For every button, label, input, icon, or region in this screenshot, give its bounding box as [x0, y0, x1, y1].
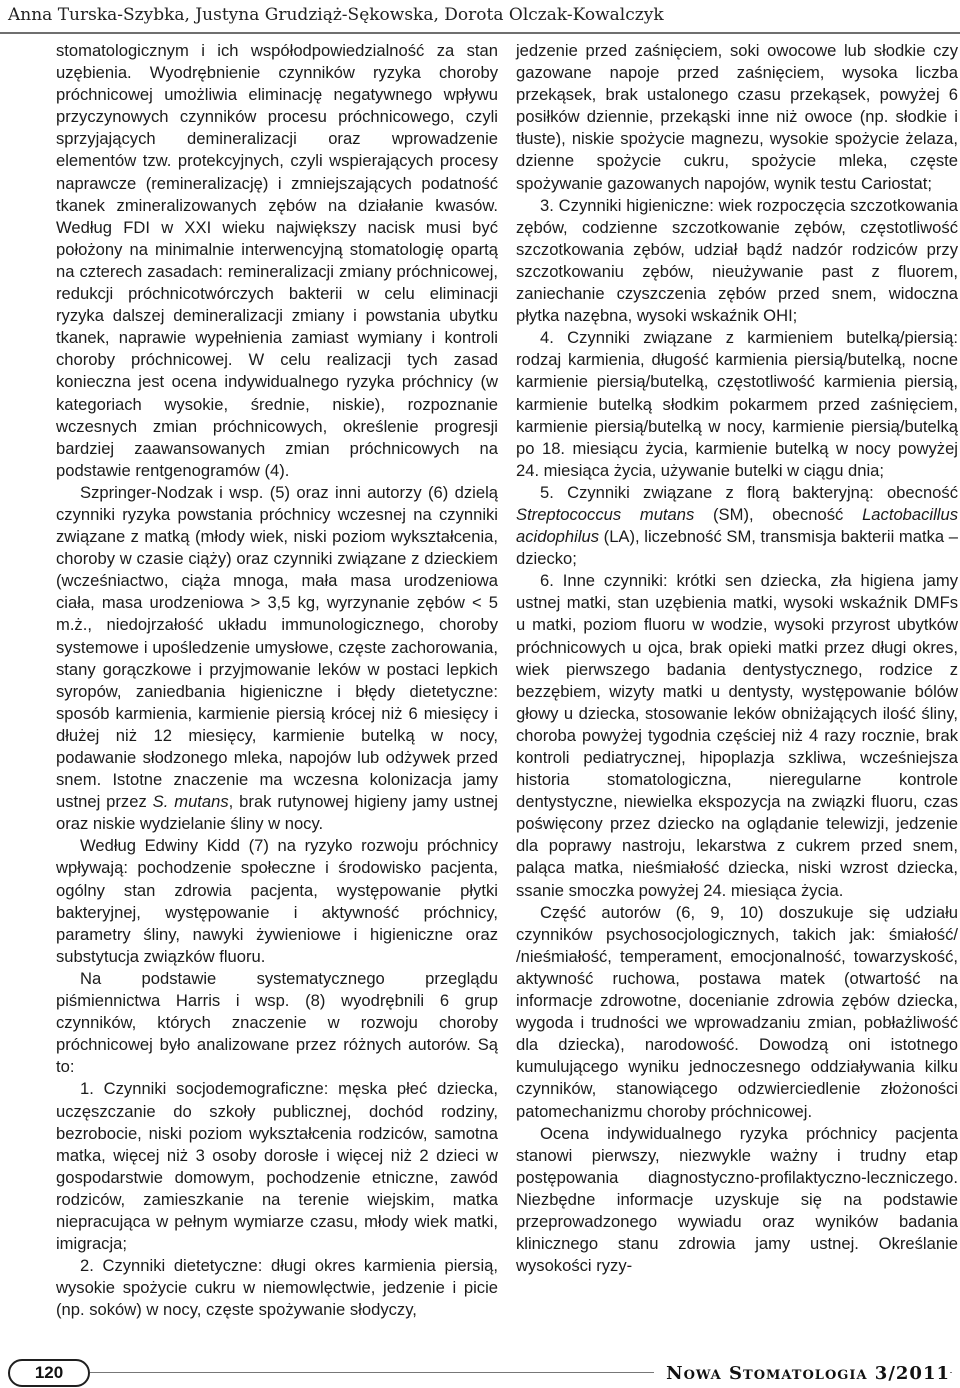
paragraph: 3. Czynniki higieniczne: wiek rozpoczęcia szczotkowania zębów, codzienne szczotkowanie zębów, częstotliwość szczotkowania zębów, udział bądź nadzór rodziców przy szczotkowaniu zębów, nieużywanie past z fluorem, zaniechanie czyszczenia zębów przed snem, widoczna płytka nazębna, wysoki wskaźnik OHI; [516, 195, 958, 326]
paragraph: Ocena indywidualnego ryzyka próchnicy pacjenta stanowi pierwszy, niezwykle ważny i trudny etap postępowania diagnostyczno-profilaktyczno-leczniczego. Niezbędne informacje uzyskuje się na podstawie przeprowadzonego wywiadu oraz wyników badania klinicznego stanu zdrowia jamy ustnej. Określanie wysokości ryzy- [516, 1123, 958, 1276]
right-text-column [516, 40, 958, 1277]
journal-title: Nowa Stomatologia 3/2011 [654, 1362, 950, 1386]
paragraph: Część autorów (6, 9, 10) doszukuje się udziału czynników psychosocjologicznych, takich jak: śmiałość/ /nieśmiałość, temperament, emocjonalność, towarzyskość, aktywność ruchowa, postawa matek (otwartość na informacje zdrowotne, docenianie zdrowia zębów dziecka, wygoda i trudności we wprowadzaniu zmian, pobłażliwość dla dziecka), narodowość. Dowodzą oni istotnego kumulującego wyniku jednoczesnego oddziaływania kilku czynników, stanowiącego odzwierciedlenie złożoności patomechanizmu choroby próchnicowej. [516, 902, 958, 1121]
paragraph: stomatologicznym i ich współodpowiedzialność za stan uzębienia. Wyodrębnienie czynników ryzyka choroby próchnicowej umożliwia eliminację negatywnego wpływu przyczynowych czynników procesu próchnicowego, czyli sprzyjających demineralizacji oraz wprowadzenie elementów tzw. protekcyjnych, czyli wspierających procesy naprawcze (remineralizację) i zmniejszających podatność tkanek zmineralizowanych zębów na działanie kwasów. Według FDI w XXI wieku największy nacisk musi być położony na minimalnie interwencyjną stomatologię opartą na czterech zasadach: remineralizacji zmiany próchnicowej, redukcji próchnicotwórczych bakterii w celu eliminacji ryzyka dalszej demineralizacji zmiany i powstania ubytku tkanek, naprawie wypełnienia zamiast wymiany i kontroli choroby próchnicowej. W celu realizacji tych zasad konieczna jest ocena indywidualnego ryzyka próchnicy (w kategoriach wysokie, średnie, niskie), rozpoznanie wczesnych zmian próchnicowych, określenie progresji bardziej zaawansowanych zmian próchnicowych na podstawie rentgenogramów (4). [56, 41, 498, 480]
header-divider [0, 32, 960, 34]
running-head-authors: Anna Turska-Szybka, Justyna Grudziąż-Sękowska, Dorota Olczak-Kowalczyk [8, 5, 664, 25]
paragraph: Szpringer-Nodzak i wsp. (5) oraz inni autorzy (6) dzielą czynniki ryzyka powstania próchnicy wczesnej na czynniki związane z matką (młody wiek, niski poziom wykształcenia, choroby w czasie ciąży) oraz czynniki związane z dzieckiem (wcześniactwo, ciąża mnoga, mała masa urodzeniowa ciała, masa urodzeniowa > 3,5 kg, wyrzynanie zębów < 5 m.ż., niedojrzałość układu immunologicznego, choroby systemowe i upośledzenie umysłowe, częste zachorowania, stany gorączkowe i przyjmowanie leków w postaci lepkich syropów, zaniedbania higieniczne i błędy dietetyczne: sposób karmienia, karmienie piersią krócej niż 6 miesięcy i dłużej niż 12 miesięcy, karmienie butelką w nocy, podawanie słodzonego mleka, napojów lub odżywek przed snem. Istotne znaczenie ma wczesna kolonizacja jamy ustnej przez S. mutans, brak rutynowej higieny jamy ustnej oraz niskie wydzielanie śliny w nocy. [56, 482, 498, 834]
paragraph: 6. Inne czynniki: krótki sen dziecka, zła higiena jamy ustnej matki, stan uzębienia matki, wysoki wskaźnik DMFs u matki, poziom fluoru w wodzie, wysoki przyrost ubytków próchnicowych u ojca, brak opieki matki przez długi okres, wiek pierwszego badania dentystycznego, rodzice z bezzębiem, wizyty matki u dentysty, występowanie bólów głowy u dziecka, stosowanie leków obniżających ilość śliny, choroba powyżej tygodnia częściej niż 4 razy rocznie, brak kontroli pediatrycznej, hipoplazja szkliwa, wcześniejsza historia stomatologiczna, nieregularne kontrole dentystyczne, niewielka ekspozycja na związki fluoru, czas poświęcony przez dziecko na oglądanie telewizji, jedzenie dla poprawy nastroju, lekarstwa z cukrem przed snem, paląca matka, nieśmiałość dziecka, niski wzrost dziecka, ssanie smoczka powyżej 24. miesiąca życia. [516, 571, 958, 900]
left-text-column [56, 40, 498, 1321]
paragraph: Według Edwiny Kidd (7) na ryzyko rozwoju próchnicy wpływają: pochodzenie społeczne i środowisko pacjenta, ogólny stan zdrowia pacjenta, występowanie płytki bakteryjnej, występowanie i aktywność próchnicy, parametry śliny, nawyki żywieniowe i higieniczne oraz substytucja związków fluoru. [56, 836, 498, 966]
paragraph: Na podstawie systematycznego przeglądu piśmiennictwa Harris i wsp. (8) wyodrębnili 6 grup czynników, których znaczenie w rozwoju choroby próchnicowej było analizowane przez różnych autorów. Są to: [56, 968, 498, 1077]
paragraph: 4. Czynniki związane z karmieniem butelką/piersią: rodzaj karmienia, długość karmienia piersią/butelką, nocne karmienie piersią/butelką, częstotliwość karmienia piersią, karmienie butelką słodkim pokarmem przed zaśnięciem, karmienie piersią/butelką w nocy, karmienie piersią/butelką po 18. miesiącu życia, karmienie butelką w nocy powyżej 24. miesiąca życia, używanie butelki w ciągu dnia; [516, 328, 958, 480]
page-number: 120 [8, 1359, 90, 1387]
paragraph: jedzenie przed zaśnięciem, soki owocowe lub słodkie czy gazowane napoje przed zaśnięciem, wysoka liczba przekąsek, brak ustalonego czasu przekąsek, powyżej 6 posiłków dziennie, przekąski inne niż owoce (np. słodkie i tłuste), niskie spożycie magnezu, wysokie spożycie żelaza, dzienne spożycie cukru, spożycie mleka, częste spożywanie gazowanych napojów, wynik testu Cariostat; [516, 41, 958, 193]
paragraph: 1. Czynniki socjodemograficzne: męska płeć dziecka, uczęszczanie do szkoły publicznej, dochód rodziny, bezrobocie, niski poziom wykształcenia rodziców, samotna matka, więcej niż 3 osoby dorosłe i więcej niż 2 dzieci w gospodarstwie domowym, pochodzenie etniczne, zawód rodziców, zamieszkanie na terenie wiejskim, matka niepracująca w pełnym wymiarze czasu, młody wiek matki, imigracja; [56, 1079, 498, 1254]
paragraph: 5. Czynniki związane z florą bakteryjną: obecność Streptococcus mutans (SM), obecność Lactobacillus acidophilus (LA), liczebność SM, transmisja bakterii matka – dziecko; [516, 482, 959, 569]
paragraph: 2. Czynniki dietetyczne: długi okres karmienia piersią, wysokie spożycie cukru w niemowlęctwie, jedzenie i picie (np. soków) w nocy, częste spożywanie słodyczy, [56, 1256, 498, 1320]
